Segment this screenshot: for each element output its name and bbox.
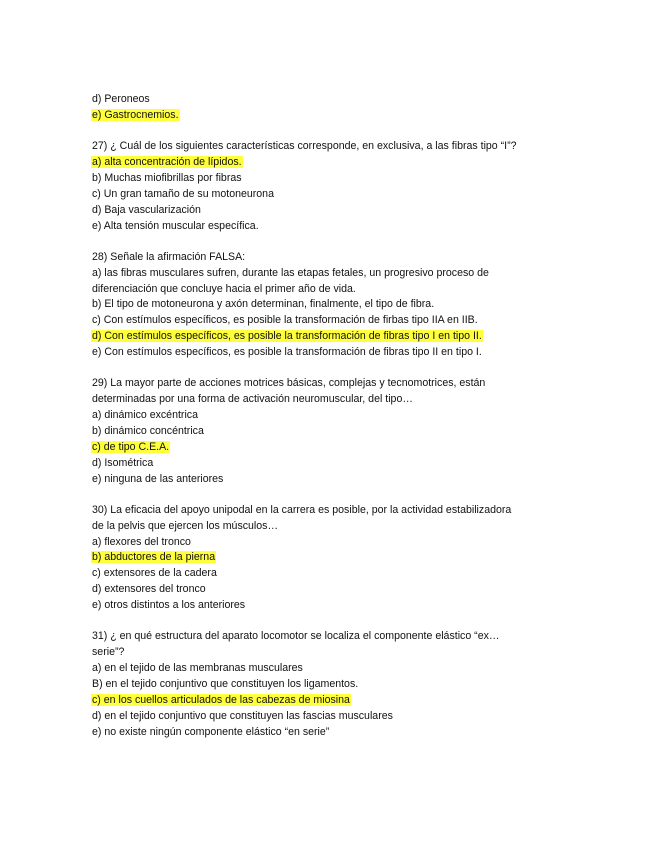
question-text-continued [91, 645, 571, 661]
previous-question-tail [91, 92, 571, 124]
answer-text: e) ninguna de las anteriores [92, 472, 224, 485]
question-29 [91, 376, 571, 487]
answer-option [91, 709, 571, 725]
question-text-content: 27) ¿ Cuál de los siguientes características corresponde, en exclusiva, a las fibras tipo “I”? [92, 140, 517, 153]
answer-option [91, 219, 571, 235]
answer-text: a) dinámico excéntrica [92, 409, 198, 422]
question-28 [91, 250, 571, 361]
answer-option [91, 566, 571, 582]
answer-text: d) Isométrica [92, 456, 154, 469]
question-text [91, 376, 571, 392]
spacer [91, 124, 571, 139]
answer-option-continued [91, 282, 571, 298]
question-text-content: 28) Señale la afirmación FALSA: [92, 250, 246, 263]
question-text-content: serie”? [92, 646, 125, 659]
answer-option [91, 598, 571, 614]
answer-option [91, 313, 571, 329]
question-text-content: determinadas por una forma de activación neuromuscular, del tipo… [92, 393, 413, 406]
answer-option [91, 155, 571, 171]
answer-option [91, 582, 571, 598]
spacer [91, 234, 571, 249]
answer-text: b) dinámico concéntrica [92, 424, 204, 437]
spacer [91, 614, 571, 629]
question-31 [91, 629, 571, 740]
answer-text: d) extensores del tronco [92, 583, 206, 596]
question-30 [91, 503, 571, 614]
answer-option [91, 440, 571, 456]
question-text [91, 503, 571, 519]
answer-text: B) en el tejido conjuntivo que constituyen los ligamentos. [92, 677, 359, 690]
spacer [91, 487, 571, 502]
answer-text: c) Con estímulos específicos, es posible la transformación de firbas tipo IIA en IIB. [92, 314, 478, 327]
answer-option [91, 408, 571, 424]
question-text [91, 139, 571, 155]
answer-option [91, 693, 571, 709]
spacer [91, 361, 571, 376]
answer-text: diferenciación que concluye hacia el primer año de vida. [92, 282, 356, 295]
answer-text: b) El tipo de motoneurona y axón determinan, finalmente, el tipo de fibra. [92, 298, 435, 311]
question-text-content: de la pelvis que ejercen los músculos… [92, 519, 279, 532]
answer-option [91, 297, 571, 313]
answer-text: e) Gastrocnemios. [92, 108, 179, 121]
answer-text: a) en el tejido de las membranas musculares [92, 662, 303, 675]
answer-text: e) Alta tensión muscular específica. [92, 219, 259, 232]
answer-option [91, 266, 571, 282]
answer-text: c) extensores de la cadera [92, 567, 217, 580]
answer-text: d) en el tejido conjuntivo que constituyen las fascias musculares [92, 709, 393, 722]
answer-text: e) otros distintos a los anteriores [92, 599, 246, 612]
answer-option [91, 424, 571, 440]
answer-text: c) en los cuellos articulados de las cabezas de miosina [92, 693, 350, 706]
answer-text: b) Muchas miofibrillas por fibras [92, 171, 242, 184]
answer-option-correct [91, 108, 571, 124]
answer-text: b) abductores de la pierna [92, 551, 216, 564]
answer-option [91, 550, 571, 566]
answer-option [91, 725, 571, 741]
answer-option [91, 456, 571, 472]
answer-text: c) Un gran tamaño de su motoneurona [92, 187, 274, 200]
answer-text: c) de tipo C.E.A. [92, 440, 170, 453]
answer-option [91, 171, 571, 187]
answer-option [91, 677, 571, 693]
question-text-continued [91, 519, 571, 535]
document-page [91, 92, 571, 741]
answer-text: d) Baja vascularización [92, 203, 201, 216]
answer-option [91, 535, 571, 551]
answer-text: e) no existe ningún componente elástico “en serie” [92, 725, 330, 738]
answer-text: a) las fibras musculares sufren, durante las etapas fetales, un progresivo proceso de [92, 266, 489, 279]
question-text [91, 250, 571, 266]
answer-option [91, 203, 571, 219]
answer-text: e) Con estímulos específicos, es posible la transformación de fibras tipo II en tipo I. [92, 346, 482, 359]
answer-text: a) alta concentración de lípidos. [92, 155, 242, 168]
question-text-content: 29) La mayor parte de acciones motrices básicas, complejas y tecnomotrices, están [92, 377, 486, 390]
answer-text: a) flexores del tronco [92, 535, 191, 548]
question-text [91, 629, 571, 645]
answer-option [91, 345, 571, 361]
question-text-content: 31) ¿ en qué estructura del aparato locomotor se localiza el componente elástico “ex… [92, 630, 500, 643]
question-text-content: 30) La eficacia del apoyo unipodal en la carrera es posible, por la actividad estabilizadora [92, 503, 512, 516]
answer-option [91, 187, 571, 203]
answer-option [91, 661, 571, 677]
question-27 [91, 139, 571, 234]
answer-text: d) Peroneos [92, 93, 150, 105]
answer-option [91, 472, 571, 488]
question-text-continued [91, 392, 571, 408]
answer-option [91, 329, 571, 345]
answer-text: d) Con estímulos específicos, es posible la transformación de fibras tipo I en tipo II. [92, 330, 482, 343]
answer-option [91, 92, 571, 108]
